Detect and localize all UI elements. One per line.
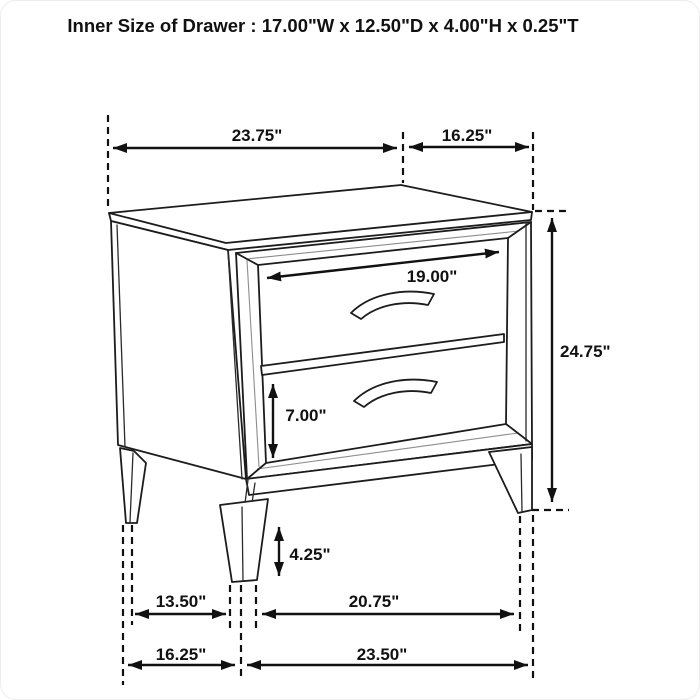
- front-right-leg: [489, 447, 532, 513]
- dim-label-floor-front-leg-gap: 20.75": [348, 592, 400, 611]
- page-title: Inner Size of Drawer : 17.00"W x 12.50"D x 4.00"H x 0.25"T: [67, 15, 579, 36]
- dim-label-overall-height: 24.75": [560, 342, 611, 361]
- dim-label-drawer-width: 19.00": [406, 267, 458, 286]
- dimension-diagram-svg: [1, 1, 700, 700]
- front-left-leg: [220, 499, 268, 582]
- dim-label-top-width: 23.75": [231, 126, 283, 145]
- dim-label-top-depth: 16.25": [441, 126, 493, 145]
- dim-label-floor-width: 23.50": [356, 645, 408, 664]
- dim-label-leg-height: 4.25": [289, 545, 331, 564]
- furniture-drawing: [109, 185, 532, 582]
- dim-label-floor-depth: 16.25": [155, 645, 207, 664]
- left-side-panel: [111, 221, 246, 479]
- dim-label-drawer-height: 7.00": [285, 406, 327, 425]
- dim-label-floor-side-leg-gap: 13.50": [155, 592, 207, 611]
